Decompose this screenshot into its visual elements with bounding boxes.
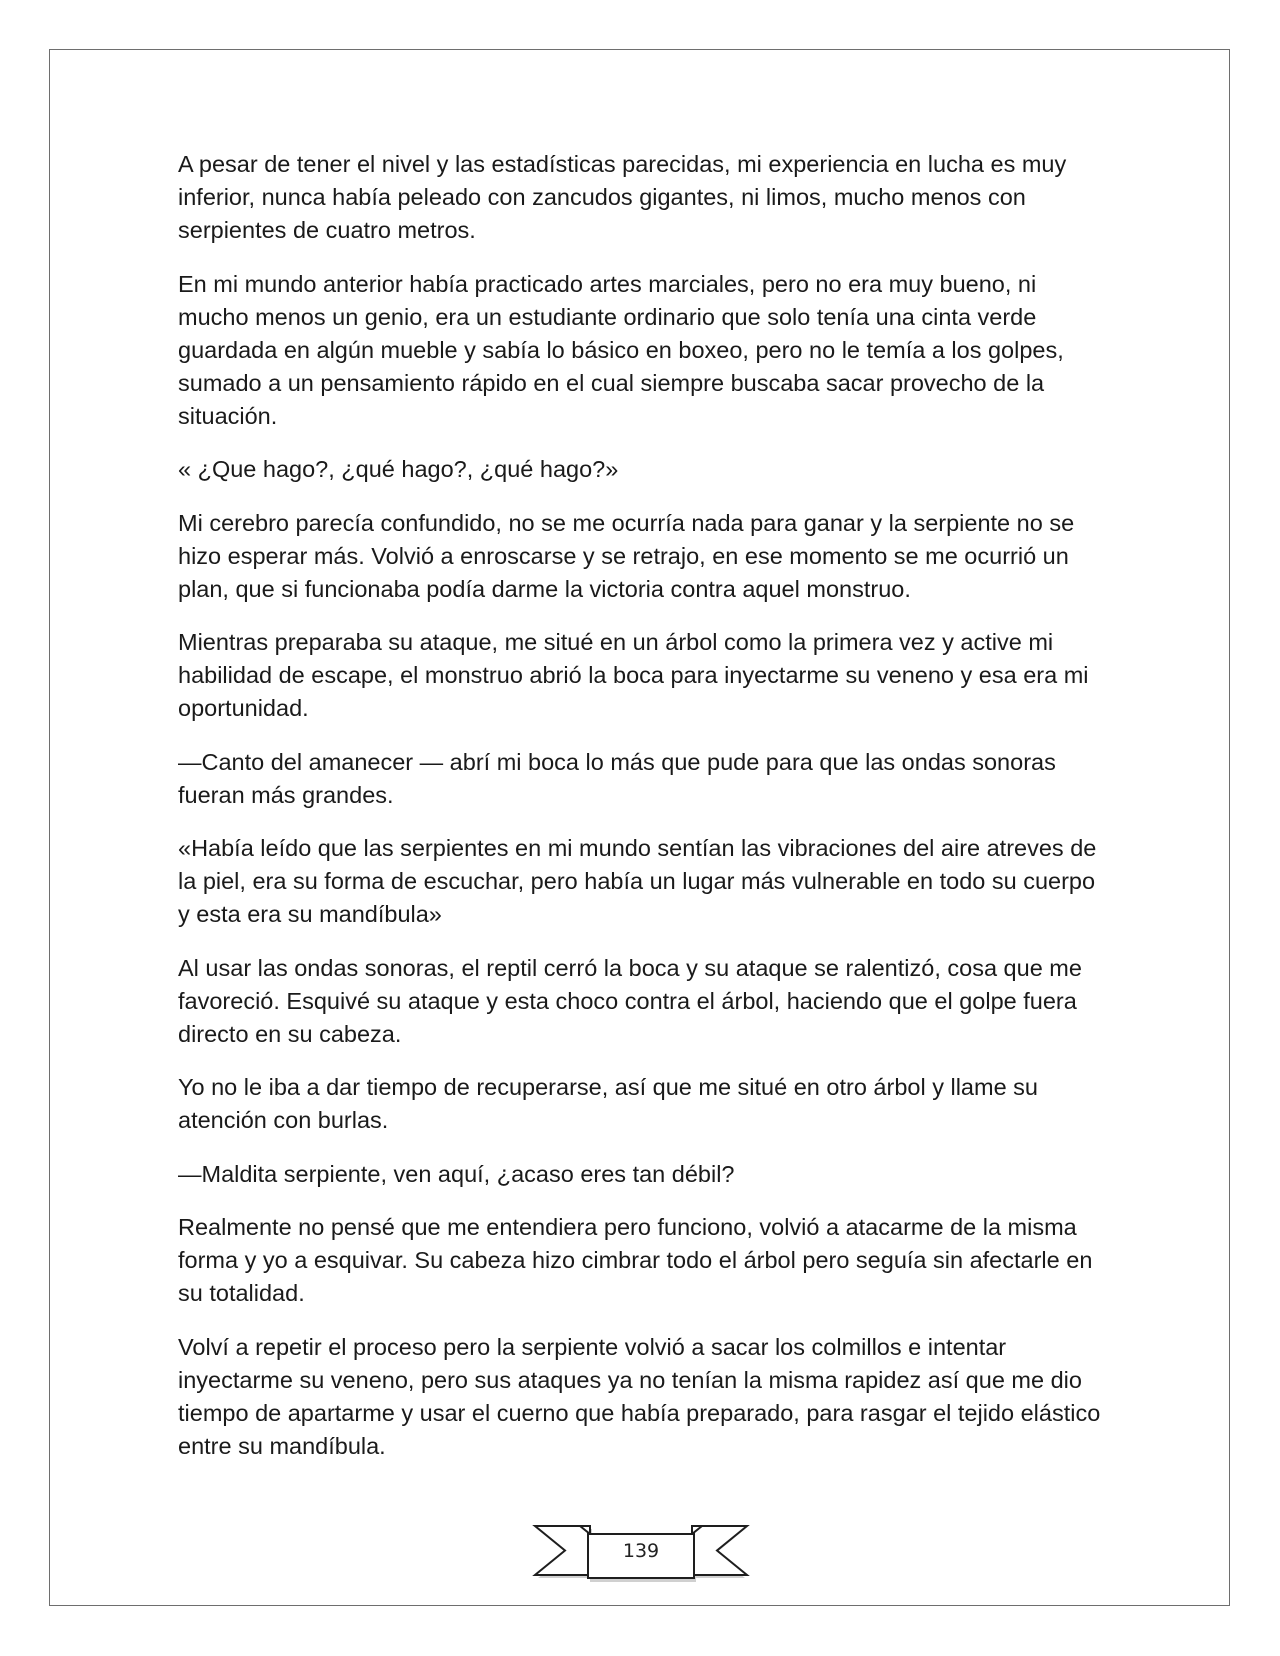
paragraph-9: Yo no le iba a dar tiempo de recuperarse, así que me situé en otro árbol y llame su atención con burlas.	[178, 1074, 1038, 1133]
page-number: 139	[622, 1540, 660, 1562]
paragraph-8: Al usar las ondas sonoras, el reptil cerró la boca y su ataque se ralentizó, cosa que me favoreció. Esquivé su ataque y esta choco contra el árbol, haciendo que el golpe fuera directo en su cabeza.	[178, 954, 1082, 1047]
paragraph-1: A pesar de tener el nivel y las estadísticas parecidas, mi experiencia en lucha es muy inferior, nunca había peleado con zancudos gigantes, ni limos, mucho menos con serpientes de cuatro metros.	[178, 151, 1067, 243]
paragraph-3: « ¿Que hago?, ¿qué hago?, ¿qué hago?»	[178, 456, 619, 482]
paragraph-4: Mi cerebro parecía confundido, no se me ocurría nada para ganar y la serpiente no se hizo esperar más. Volvió a enroscarse y se retrajo, en ese momento se me ocurrió un plan, que si funcionaba podía darme la victoria contra aquel monstruo.	[178, 509, 1075, 602]
body-text	[178, 148, 1108, 1483]
paragraph-11: Realmente no pensé que me entendiera pero funciono, volvió a atacarme de la misma forma y yo a esquivar. Su cabeza hizo cimbrar todo el árbol pero seguía sin afectarle en su totalidad.	[178, 1214, 1093, 1306]
paragraph-12: Volví a repetir el proceso pero la serpiente volvió a sacar los colmillos e intentar inyectarme su veneno, pero sus ataques ya no tenían la misma rapidez así que me dio tiempo de apartarme y usar el cuerno que había preparado, para rasgar el tejido elástico entre su mandíbula.	[178, 1333, 1101, 1459]
paragraph-10: —Maldita serpiente, ven aquí, ¿acaso eres tan débil?	[178, 1160, 735, 1187]
paragraph-5: Mientras preparaba su ataque, me situé en un árbol como la primera vez y active mi habilidad de escape, el monstruo abrió la boca para inyectarme su veneno y esa era mi oportunidad.	[178, 629, 1089, 721]
page-number-banner	[532, 1520, 750, 1588]
paragraph-2: En mi mundo anterior había practicado artes marciales, pero no era muy bueno, ni mucho menos un genio, era un estudiante ordinario que solo tenía una cinta verde guardada en algún mueble y sabía lo básico en boxeo, pero no le temía a los golpes, sumado a un pensamiento rápido en el cual siempre buscaba sacar provecho de la situación.	[178, 270, 1064, 429]
paragraph-6: —Canto del amanecer — abrí mi boca lo más que pude para que las ondas sonoras fueran más grandes.	[178, 748, 1056, 808]
paragraph-7: «Había leído que las serpientes en mi mundo sentían las vibraciones del aire atreves de la piel, era su forma de escuchar, pero había un lugar más vulnerable en todo su cuerpo y esta era su mandíbula»	[178, 835, 1097, 927]
